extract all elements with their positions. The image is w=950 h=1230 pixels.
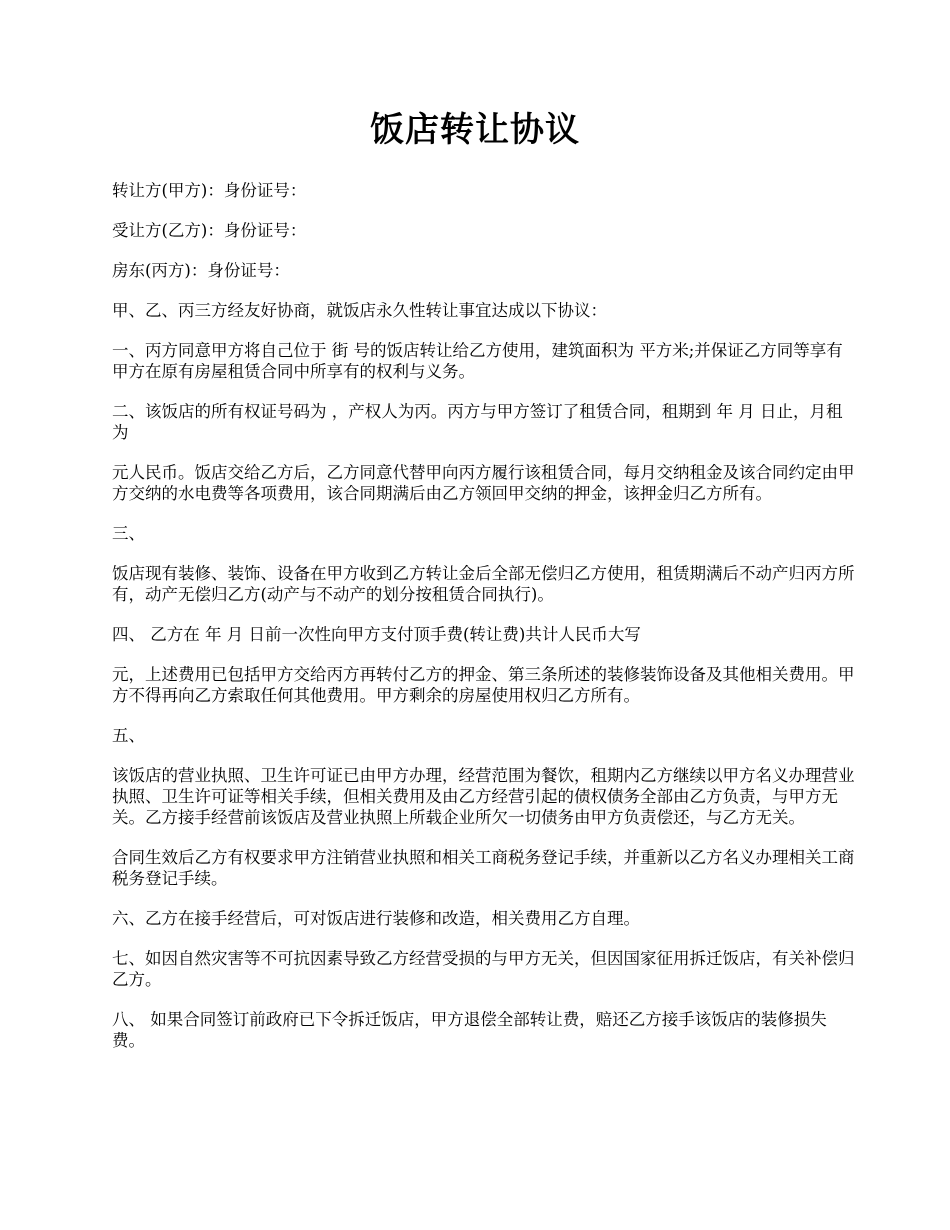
clause-8-paragraph: 八、 如果合同签订前政府已下令拆迁饭店，甲方退偿全部转让费，赔还乙方接手该饭店的装修损失费。 [112,1010,827,1050]
clause-3-heading: 三、 [112,524,145,543]
clause-2-continued-paragraph: 元人民币。饭店交给乙方后，乙方同意代替甲向丙方履行该租赁合同，每月交纳租金及该合同约定由甲方交纳的水电费等各项费用，该合同期满后由乙方领回甲交纳的押金，该押金归乙方所有。 [112,463,855,503]
preamble-paragraph: 甲、乙、丙三方经友好协商，就饭店永久性转让事宜达成以下协议： [112,301,607,320]
clause-5-heading: 五、 [112,726,145,745]
clause-5-continued-paragraph: 合同生效后乙方有权要求甲方注销营业执照和相关工商税务登记手续，并重新以乙方名义办理相关工商税务登记手续。 [112,848,855,888]
clause-7-paragraph: 七、如因自然灾害等不可抗因素导致乙方经营受损的与甲方无关，但因国家征用拆迁饭店，有关补偿归乙方。 [112,949,855,989]
document-body [112,180,857,1070]
document-title: 饭店转让协议 [370,110,580,150]
party-c-line: 房东(丙方)：身份证号： [112,261,290,280]
party-b-line: 受让方(乙方)：身份证号： [112,221,307,240]
clause-5-paragraph: 该饭店的营业执照、卫生许可证已由甲方办理，经营范围为餐饮，租期内乙方继续以甲方名义办理营业执照、卫生许可证等相关手续，但相关费用及由乙方经营引起的债权债务全部由乙方负责，与甲方无关。乙方接手经营前该饭店及营业执照上所载企业所欠一切债务由甲方负责偿还，与乙方无关。 [112,766,855,827]
clause-3-paragraph: 饭店现有装修、装饰、设备在甲方收到乙方转让金后全部无偿归乙方使用，租赁期满后不动产归丙方所有，动产无偿归乙方(动产与不动产的划分按租赁合同执行)。 [112,564,855,604]
clause-2-paragraph: 二、该饭店的所有权证号码为 ，产权人为丙。丙方与甲方签订了租赁合同，租期到 年 月 日止，月租为 [112,402,843,442]
party-a-line: 转让方(甲方)：身份证号： [112,181,307,200]
clause-4-continued-paragraph: 元，上述费用已包括甲方交给丙方再转付乙方的押金、第三条所述的装修装饰设备及其他相关费用。甲方不得再向乙方索取任何其他费用。甲方剩余的房屋使用权归乙方所有。 [112,665,855,705]
clause-6-paragraph: 六、乙方在接手经营后，可对饭店进行装修和改造，相关费用乙方自理。 [112,909,640,928]
clause-4-paragraph: 四、 乙方在 年 月 日前一次性向甲方支付顶手费(转让费)共计人民币大写 [112,625,641,644]
clause-1-paragraph: 一、丙方同意甲方将自己位于 街 号的饭店转让给乙方使用，建筑面积为 平方米;并保证乙方同等享有甲方在原有房屋租赁合同中所享有的权利与义务。 [112,341,843,381]
